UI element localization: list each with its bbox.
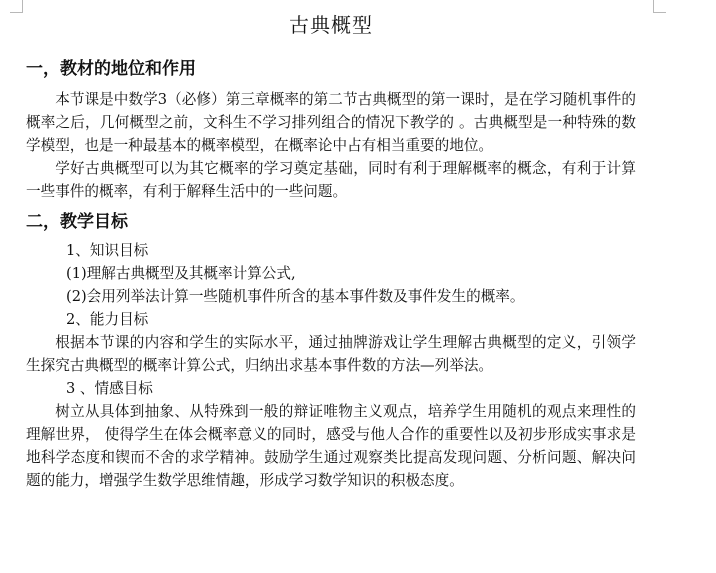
paragraph-role-1: 本节课是中数学3（必修）第三章概率的第二节古典概型的第一课时，是在学习随机事件的概率之后，几何概型之前，文科生不学习排列组合的情况下教学的 。古典概型是一种特殊的数学模型，也是一种最基本的概率模型，在概率论中占有相当重要的地位。 bbox=[26, 91, 636, 154]
section-heading-objectives: 二，教学目标 bbox=[26, 212, 128, 232]
page-corner-mark-right bbox=[653, 0, 666, 13]
knowledge-item-1: (1)理解古典概型及其概率计算公式, bbox=[66, 265, 296, 282]
page-corner-mark-left bbox=[10, 0, 23, 13]
section-heading-role: 一，教材的地位和作用 bbox=[26, 59, 196, 79]
paragraph-role-2: 学好古典概型可以为其它概率的学习奠定基础，同时有利于理解概率的概念，有利于计算一些事件的概率，有利于解释生活中的一些问题。 bbox=[26, 160, 636, 200]
knowledge-item-2: (2)会用列举法计算一些随机事件所含的基本事件数及事件发生的概率。 bbox=[66, 288, 525, 305]
paragraph-emotion: 树立从具体到抽象、从特殊到一般的辩证唯物主义观点，培养学生用随机的观点来理性的理解世界， 使得学生在体会概率意义的同时，感受与他人合作的重要性以及初步形成实事求是地科学态度和锲而不舍的求学精神。鼓励学生通过观察类比提高发现问题、分析问题、解决问题的能力，增强学生数学思维情趣，形成学习数学知识的积极态度。 bbox=[26, 403, 636, 489]
document-title: 古典概型 bbox=[289, 13, 373, 37]
subheading-knowledge: 1、知识目标 bbox=[66, 242, 149, 259]
paragraph-ability: 根据本节课的内容和学生的实际水平，通过抽牌游戏让学生理解古典概型的定义，引领学生探究古典概型的概率计算公式，归纳出求基本事件数的方法—列举法。 bbox=[26, 334, 636, 374]
subheading-emotion: 3 、情感目标 bbox=[66, 380, 153, 397]
subheading-ability: 2、能力目标 bbox=[66, 311, 149, 328]
document-page bbox=[26, 10, 636, 492]
